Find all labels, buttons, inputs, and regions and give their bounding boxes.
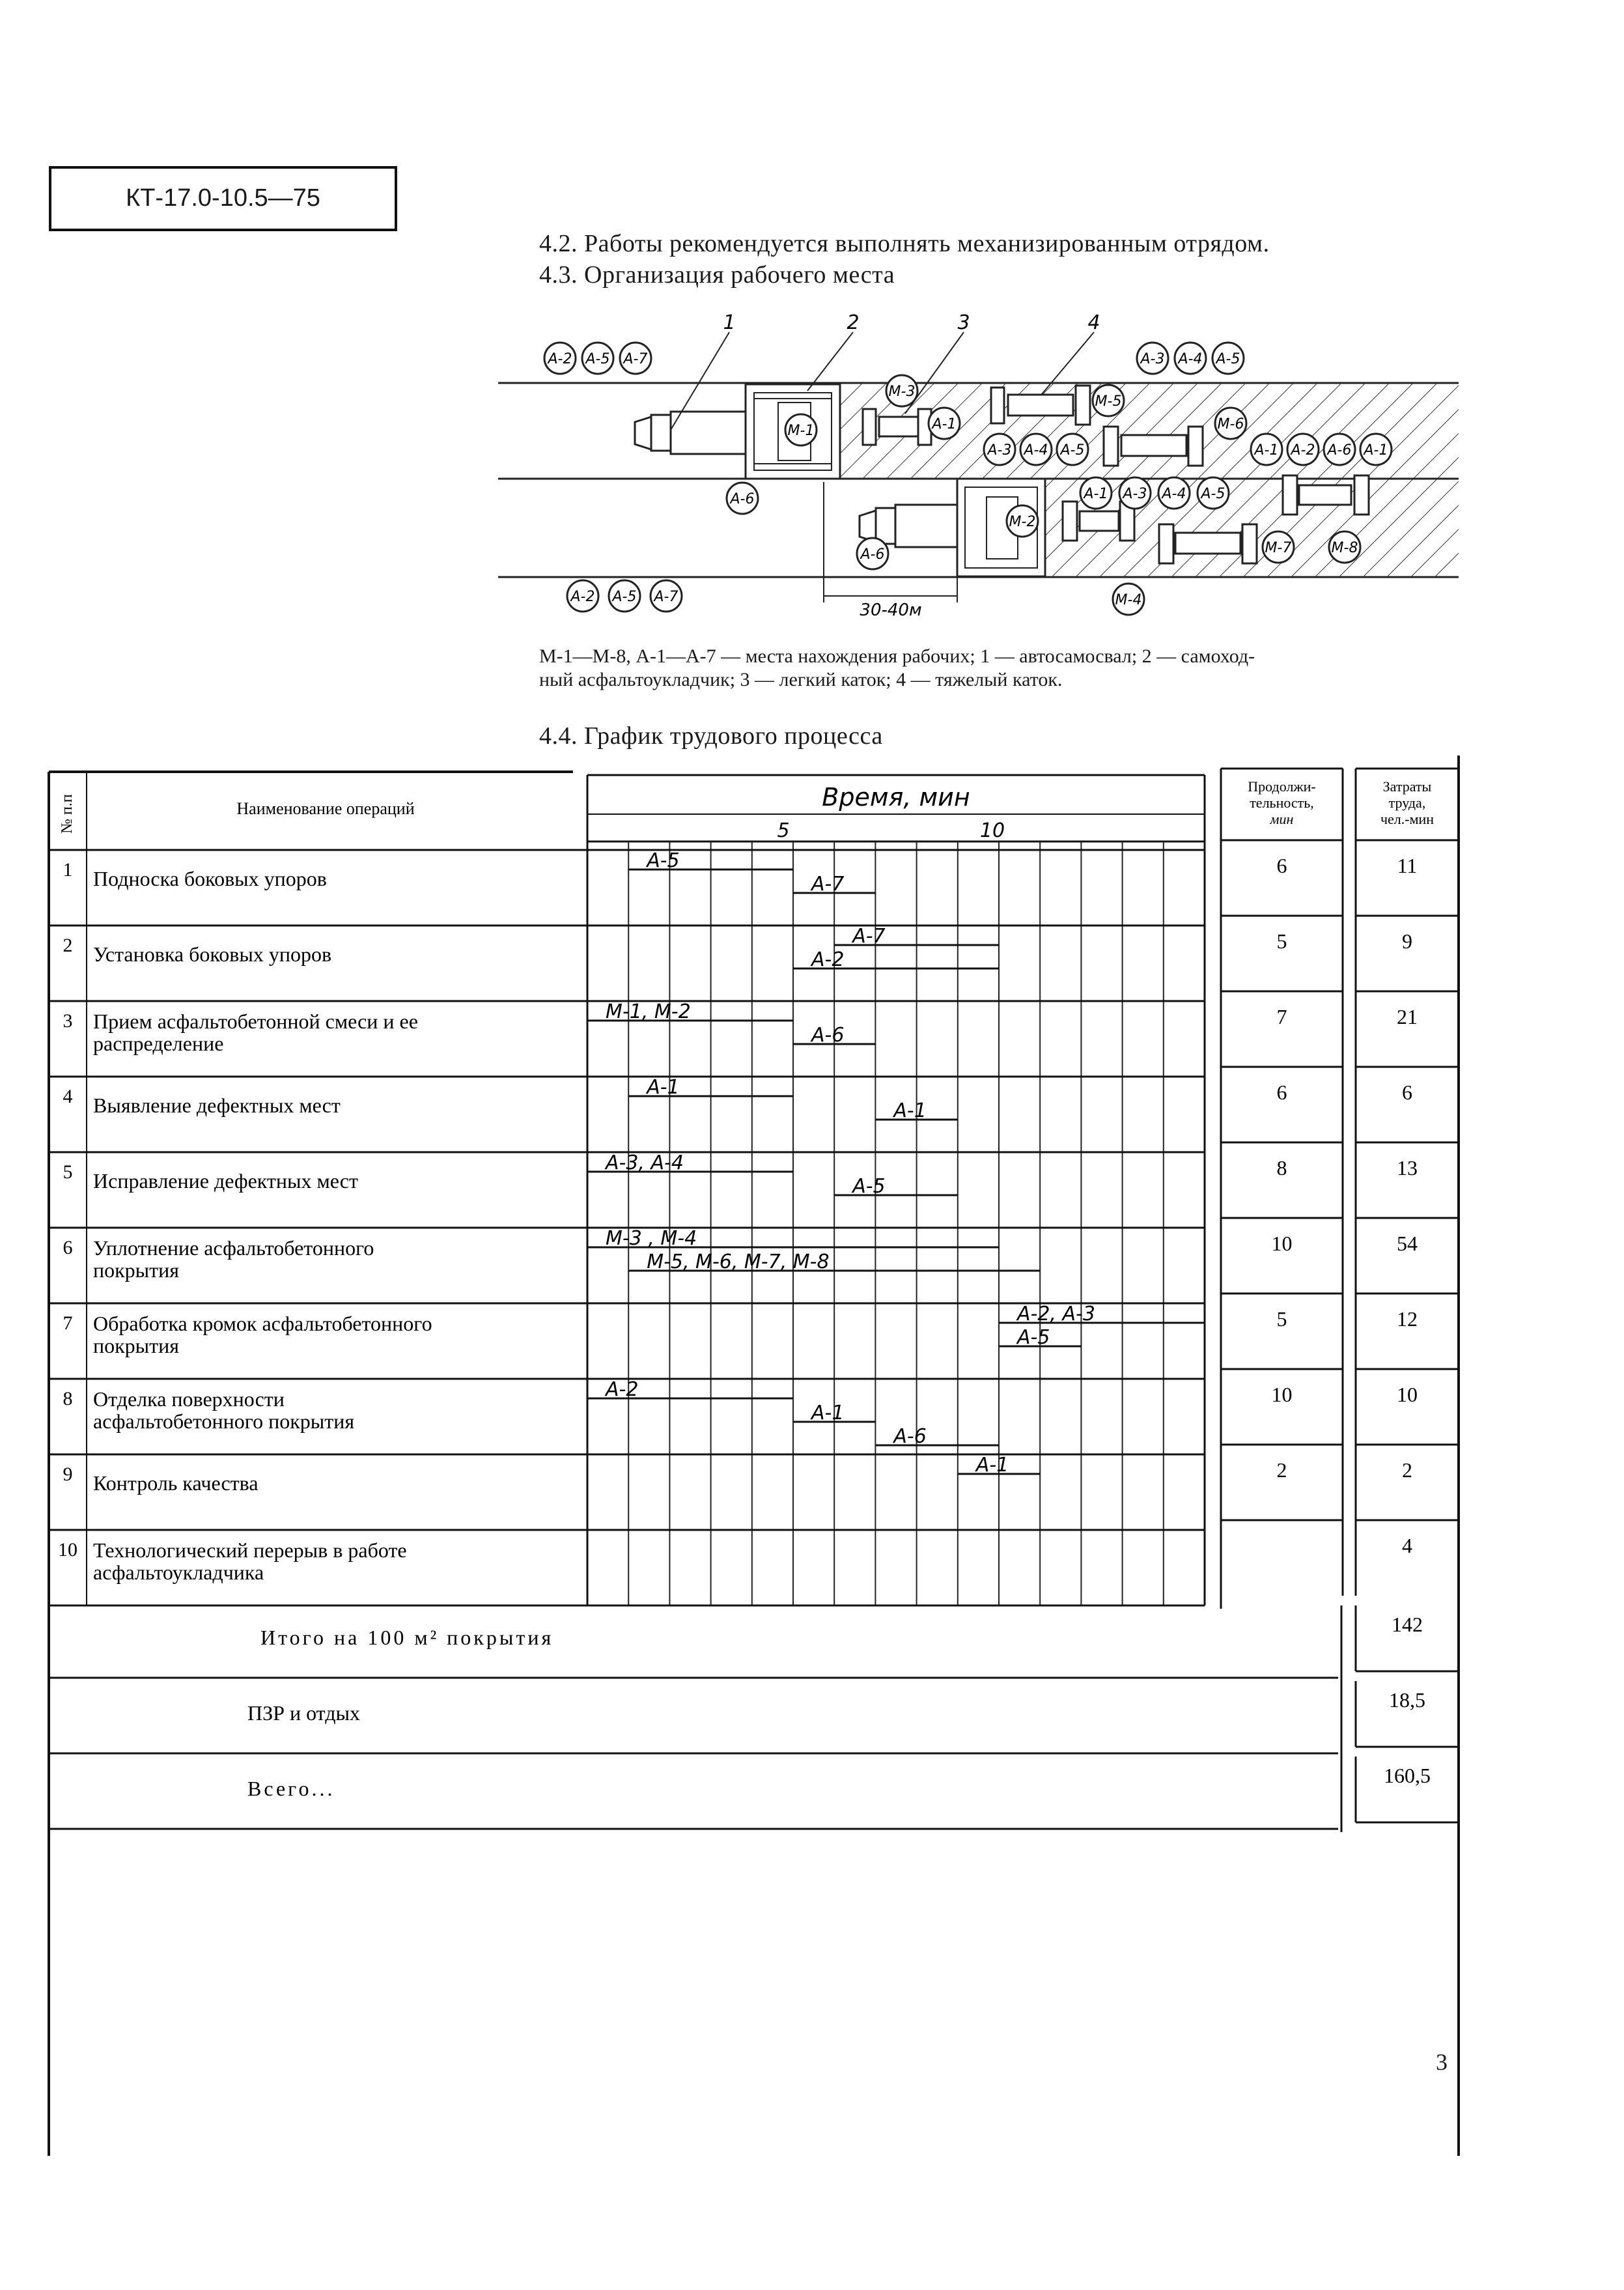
summary-pzr-value: 18,5 [1389, 1688, 1425, 1712]
row-labor-4: 6 [1402, 1081, 1412, 1104]
header-duration-1: тельность, [1250, 795, 1314, 811]
tick-5: 5 [777, 819, 790, 842]
row-duration-4: 6 [1276, 1081, 1287, 1104]
row-name-4: Выявление дефектных мест [93, 1094, 341, 1117]
row-duration-9: 2 [1276, 1458, 1287, 1482]
callout-4: 4 [1087, 311, 1100, 334]
svg-text:М-4: М-4 [1115, 592, 1142, 608]
svg-text:М-3: М-3 [888, 384, 916, 400]
row-num-2: 2 [63, 935, 73, 956]
gantt-bar-label: А-1 [975, 1454, 1009, 1477]
row-name-8-1: асфальтобетонного покрытия [93, 1409, 355, 1433]
svg-text:А-1: А-1 [932, 416, 957, 432]
header-duration-0: Продолжи- [1248, 778, 1316, 795]
callout-3: 3 [957, 311, 970, 334]
row-num-1: 1 [63, 859, 73, 881]
svg-text:А-1: А-1 [1254, 442, 1279, 459]
row-num-3: 3 [63, 1010, 73, 1032]
svg-text:М-2: М-2 [1009, 514, 1036, 530]
row-duration-5: 8 [1276, 1156, 1287, 1180]
header-labor-1: труда, [1388, 795, 1426, 811]
row-num-4: 4 [63, 1086, 73, 1107]
svg-text:А-5: А-5 [585, 351, 610, 367]
gantt-bar-label: А-2 [811, 948, 845, 971]
row-name-7-1: покрытия [93, 1334, 179, 1357]
row-labor-8: 10 [1397, 1383, 1418, 1406]
row-num-10: 10 [58, 1539, 77, 1561]
caption-line-2: ный асфальтоукладчик; 3 — легкий каток; 4 — тяжелый каток. [539, 669, 1063, 690]
svg-text:А-6: А-6 [1327, 442, 1352, 459]
gantt-bar-label: А-3, А-4 [606, 1152, 684, 1174]
row-labor-1: 11 [1397, 854, 1418, 877]
svg-text:А-5: А-5 [1201, 486, 1225, 502]
gantt-bar-label: М-1, М-2 [606, 1000, 691, 1023]
header-duration-2: мин [1270, 811, 1294, 827]
row-name-6-1: покрытия [93, 1258, 179, 1282]
dimension-label: 30-40м [860, 601, 922, 620]
header-labor-2: чел.-мин [1380, 811, 1435, 827]
summary-grand-total-value: 160,5 [1384, 1764, 1431, 1787]
svg-text:А-3: А-3 [987, 442, 1012, 459]
row-labor-9: 2 [1402, 1458, 1412, 1482]
gantt-bar-label: А-5 [647, 849, 680, 872]
svg-text:А-5: А-5 [1216, 351, 1240, 367]
gantt-bar-label: А-6 [893, 1425, 927, 1448]
svg-text:А-4: А-4 [1024, 442, 1048, 459]
svg-text:А-4: А-4 [1178, 351, 1203, 367]
row-labor-6: 54 [1397, 1232, 1418, 1255]
row-duration-7: 5 [1276, 1307, 1287, 1331]
summary-total-label: Итого на 100 м² покрытия [260, 1626, 554, 1649]
section-4-4: 4.4. График трудового процесса [539, 722, 883, 750]
row-name-5: Исправление дефектных мест [93, 1169, 358, 1193]
row-name-2: Установка боковых упоров [93, 942, 332, 966]
svg-text:М-1: М-1 [787, 423, 815, 439]
svg-text:А-6: А-6 [860, 546, 885, 563]
gantt-bar-label: А-1 [893, 1099, 927, 1122]
row-name-10-1: асфальтоукладчика [93, 1561, 264, 1584]
caption-line-1: М-1—М-8, А-1—А-7 — места нахождения рабочих; 1 — автосамосвал; 2 — самоход- [539, 645, 1255, 667]
svg-text:А-3: А-3 [1140, 351, 1165, 367]
row-duration-6: 10 [1271, 1232, 1293, 1255]
document-code: КТ-17.0-10.5—75 [126, 184, 320, 212]
gantt-bar-label: А-6 [811, 1024, 845, 1047]
svg-text:А-2: А-2 [1291, 442, 1315, 459]
row-labor-7: 12 [1397, 1307, 1418, 1331]
svg-text:А-3: А-3 [1123, 486, 1147, 502]
gantt-bar-label: А-2 [606, 1378, 639, 1401]
svg-text:М-6: М-6 [1217, 416, 1244, 432]
row-num-7: 7 [63, 1312, 73, 1334]
gantt-bar-label: А-5 [1017, 1326, 1050, 1349]
header-num: № п.п [59, 794, 76, 834]
row-name-8-0: Отделка поверхности [93, 1387, 285, 1411]
gantt-bar-label: А-7 [852, 925, 886, 948]
gantt-bar-label: А-1 [647, 1076, 680, 1099]
row-name-3-0: Прием асфальтобетонной смеси и ее [93, 1010, 418, 1033]
row-name-9: Контроль качества [93, 1471, 259, 1495]
header-name: Наименование операций [236, 799, 415, 818]
svg-text:М-8: М-8 [1331, 540, 1358, 556]
row-duration-2: 5 [1276, 929, 1287, 953]
svg-text:А-2: А-2 [548, 351, 572, 367]
callout-1: 1 [723, 311, 736, 334]
row-num-5: 5 [63, 1161, 73, 1183]
svg-text:А-1: А-1 [1364, 442, 1388, 459]
row-labor-10: 4 [1402, 1534, 1412, 1557]
row-name-6-0: Уплотнение асфальтобетонного [93, 1236, 374, 1260]
gantt-bar-label: А-1 [811, 1402, 845, 1424]
row-name-1: Подноска боковых упоров [93, 867, 327, 890]
gantt-bar-label: М-5, М-6, М-7, М-8 [647, 1251, 830, 1273]
row-duration-8: 10 [1271, 1383, 1293, 1406]
svg-text:А-5: А-5 [1060, 442, 1085, 459]
svg-text:А-5: А-5 [612, 589, 637, 605]
svg-text:А-2: А-2 [570, 589, 595, 605]
header-time: Время, мин [822, 783, 970, 812]
section-4-2: 4.2. Работы рекомендуется выполнять механизированным отрядом. [539, 230, 1270, 257]
section-4-3: 4.3. Организация рабочего места [539, 261, 895, 289]
gantt-bar-label: А-5 [852, 1175, 886, 1198]
svg-text:А-7: А-7 [654, 589, 679, 605]
svg-text:А-1: А-1 [1084, 486, 1108, 502]
page-number: 3 [1436, 2049, 1448, 2075]
gantt-bar-label: А-7 [811, 873, 845, 896]
gantt-bar-label: М-3 , М-4 [606, 1227, 697, 1250]
row-name-7-0: Обработка кромок асфальтобетонного [93, 1312, 432, 1335]
tick-10: 10 [979, 819, 1005, 842]
row-labor-5: 13 [1397, 1156, 1418, 1180]
row-num-8: 8 [63, 1388, 73, 1409]
gantt-bar-label: А-2, А-3 [1017, 1303, 1095, 1325]
row-num-9: 9 [63, 1463, 73, 1485]
row-labor-2: 9 [1402, 929, 1412, 953]
svg-text:М-5: М-5 [1095, 393, 1122, 410]
row-name-10-0: Технологический перерыв в работе [93, 1538, 407, 1562]
header-labor-0: Затраты [1382, 778, 1432, 795]
summary-pzr-label: ПЗР и отдых [247, 1701, 360, 1725]
summary-grand-total-label: Всего... [247, 1777, 335, 1800]
row-duration-3: 7 [1276, 1005, 1287, 1028]
row-labor-3: 21 [1397, 1005, 1418, 1028]
summary-total-value: 142 [1392, 1613, 1423, 1636]
callout-2: 2 [847, 311, 860, 334]
svg-text:А-6: А-6 [730, 491, 755, 507]
row-name-3-1: распределение [93, 1032, 224, 1055]
svg-text:М-7: М-7 [1265, 540, 1292, 556]
svg-text:А-4: А-4 [1162, 486, 1186, 502]
row-num-6: 6 [63, 1237, 73, 1258]
row-duration-1: 6 [1276, 854, 1287, 877]
svg-text:А-7: А-7 [623, 351, 648, 367]
